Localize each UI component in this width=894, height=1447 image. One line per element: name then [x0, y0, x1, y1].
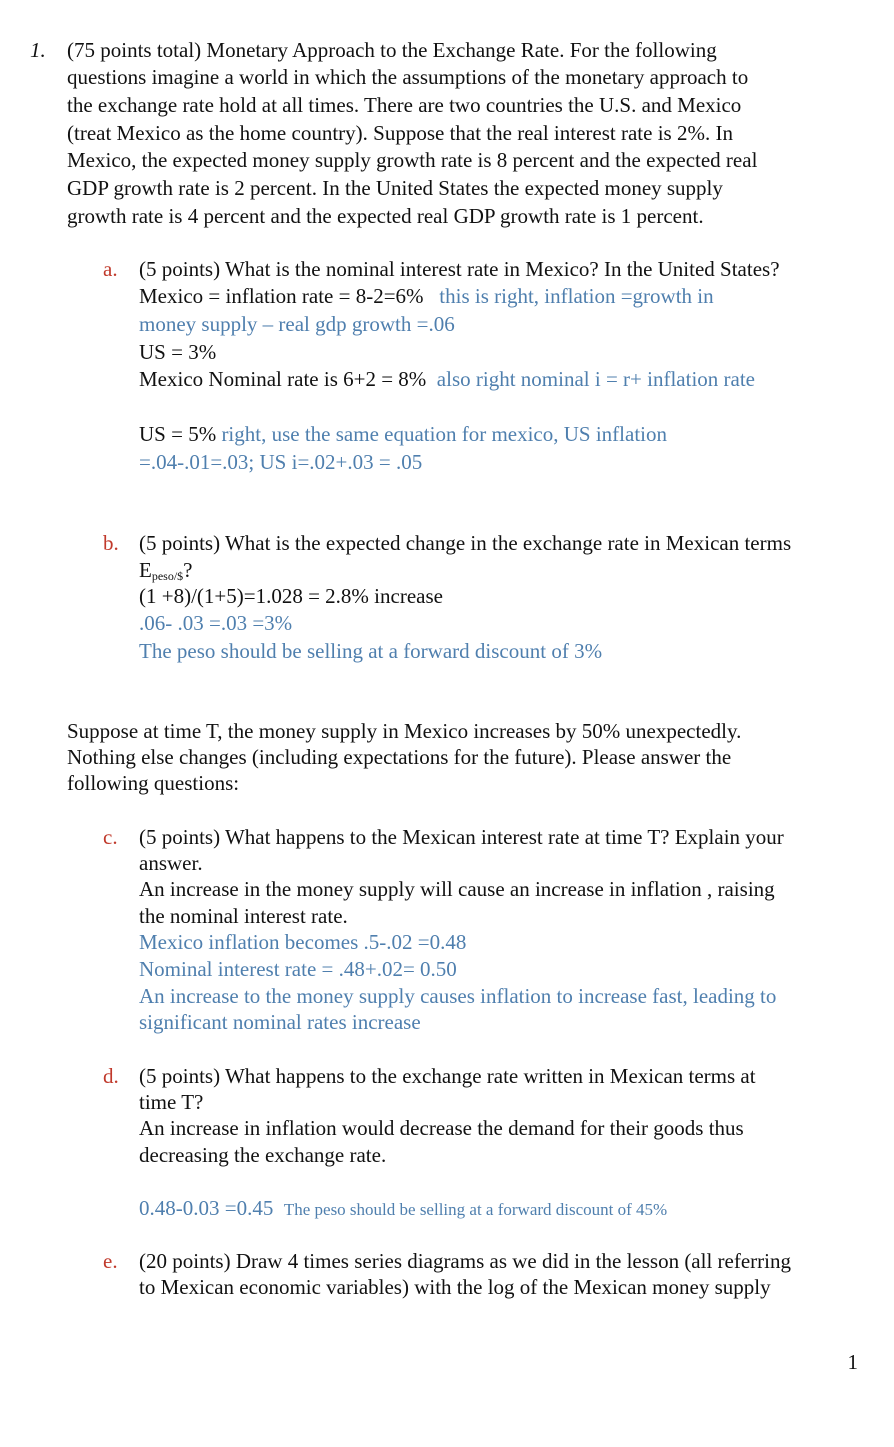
question-number: 1.	[30, 38, 46, 62]
grader-comment: money supply – real gdp growth =.06	[139, 312, 455, 336]
question-line: the exchange rate hold at all times. There are two countries the U.S. and Mexico	[67, 93, 742, 117]
scenario-line: Suppose at time T, the money supply in Mexico increases by 50% unexpectedly.	[67, 719, 742, 743]
question-line: GDP growth rate is 2 percent. In the United States the expected money supply	[67, 176, 723, 200]
part-e-prompt: to Mexican economic variables) with the log of the Mexican money supply	[139, 1275, 771, 1299]
grader-comment: right, use the same equation for mexico, US inflation	[221, 422, 668, 446]
forward-discount-note: The peso should be selling at a forward discount of 45%	[283, 1200, 668, 1219]
part-a-answer-line: US = 3%	[139, 340, 217, 364]
question-line: (treat Mexico as the home country). Suppose that the real interest rate is 2%. In	[67, 121, 733, 145]
part-a-label: a.	[103, 257, 118, 281]
grader-comment: significant nominal rates increase	[139, 1010, 421, 1034]
part-c-prompt: (5 points) What happens to the Mexican interest rate at time T? Explain your	[139, 825, 784, 849]
answer-text: US = 5%	[139, 422, 217, 446]
part-b-answer-line: (1 +8)/(1+5)=1.028 = 2.8% increase	[139, 584, 443, 608]
grader-comment: also right nominal i = r+ inflation rate	[436, 367, 755, 391]
grader-comment: The peso should be selling at a forward discount of 3%	[139, 639, 603, 663]
answer-text: Mexico Nominal rate is 6+2 = 8%	[139, 367, 427, 391]
grader-comment: =.04-.01=.03; US i=.02+.03 = .05	[139, 450, 423, 474]
question-line: growth rate is 4 percent and the expected real GDP growth rate is 1 percent.	[67, 204, 704, 228]
part-c-answer-line: An increase in the money supply will cause an increase in inflation , raising	[139, 877, 775, 901]
part-b-prompt: (5 points) What is the expected change in the exchange rate in Mexican terms	[139, 531, 792, 555]
part-e-prompt: (20 points) Draw 4 times series diagrams as we did in the lesson (all referring	[139, 1249, 791, 1273]
e-subscript: peso/$	[151, 569, 184, 583]
grader-comment: .06- .03 =.03 =3%	[139, 611, 293, 635]
grader-comment: Nominal interest rate = .48+.02= 0.50	[139, 957, 457, 981]
part-a-answer-line	[139, 283, 714, 310]
e-main: E	[139, 558, 152, 582]
question-line: (75 points total) Monetary Approach to the Exchange Rate. For the following	[67, 38, 717, 62]
part-a-answer-line	[139, 366, 755, 393]
calc-text: 0.48-0.03 =0.45	[139, 1196, 274, 1220]
part-c-label: c.	[103, 825, 118, 849]
part-d-label: d.	[103, 1064, 119, 1088]
part-c-answer-line: the nominal interest rate.	[139, 904, 348, 928]
part-d-prompt: (5 points) What happens to the exchange rate written in Mexican terms at	[139, 1064, 756, 1088]
grader-comment: this is right, inflation =growth in	[439, 284, 714, 308]
scenario-line: Nothing else changes (including expectations for the future). Please answer the	[67, 745, 732, 769]
grader-comment: Mexico inflation becomes .5-.02 =0.48	[139, 930, 467, 954]
part-a-prompt: (5 points) What is the nominal interest rate in Mexico? In the United States?	[139, 257, 780, 281]
grader-comment	[139, 1195, 667, 1223]
grader-comment: An increase to the money supply causes inflation to increase fast, leading to	[139, 984, 777, 1008]
part-b-label: b.	[103, 531, 119, 555]
part-a-answer-line	[139, 421, 667, 448]
part-d-prompt: time T?	[139, 1090, 204, 1114]
part-d-answer-line: An increase in inflation would decrease the demand for their goods thus	[139, 1116, 744, 1140]
e-tail: ?	[183, 558, 193, 582]
part-d-answer-line: decreasing the exchange rate.	[139, 1143, 387, 1167]
scenario-line: following questions:	[67, 771, 240, 795]
answer-text: Mexico = inflation rate = 8-2=6%	[139, 284, 424, 308]
page-number: 1	[847, 1350, 858, 1374]
question-line: questions imagine a world in which the assumptions of the monetary approach to	[67, 65, 749, 89]
question-line: Mexico, the expected money supply growth rate is 8 percent and the expected real	[67, 148, 758, 172]
part-e-label: e.	[103, 1249, 118, 1273]
part-c-prompt: answer.	[139, 851, 203, 875]
